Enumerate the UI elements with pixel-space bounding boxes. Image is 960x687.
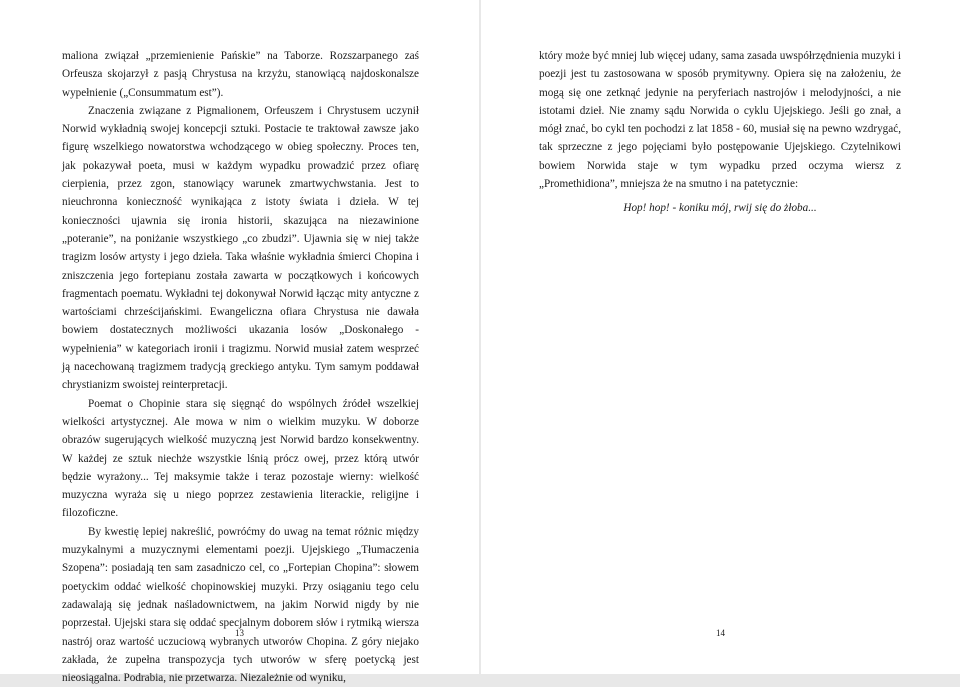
paragraph: maliona związał „przemienienie Pańskie” na Taborze. Rozszarpanego zaś Orfeusza skojarzył z pasją Chrystusa na krzyżu, stanowiącą najdoskonalsze wypełnienie („Consummatum est”). bbox=[62, 50, 419, 99]
left-text-column bbox=[62, 47, 419, 687]
poem-quote: Hop! hop! - koniku mój, rwij się do żłoba... bbox=[623, 202, 817, 215]
left-page bbox=[0, 0, 479, 685]
page-number: 14 bbox=[716, 628, 725, 638]
paragraph: Poemat o Chopinie stara się sięgnąć do wspólnych źródeł wszelkiej wielkości artystycznej. Ale mowa w nim o wielkim muzyku. W doborze obrazów sugerujących wielkość muzyczną jest Norwid bardzo konsekwentny. W każdej ze sztuk niechże wszystkie lśnią prócz owej, przez którą utwór będzie wyrażony... Tej maksymie także i teraz pozostaje wierny: wielkość muzyczna wyraża się u niego poprzez zestawienia literackie, religijne i filozoficzne. bbox=[62, 397, 419, 520]
paragraph: By kwestię lepiej nakreślić, powróćmy do uwag na temat różnic między muzykalnymi a muzycznymi elementami poezji. Ujejskiego „Tłumaczenia Szopena”: posiadają ten sam zasadniczo cel, co „Fortepian Chopina”: słowem poetyckim oddać wielkość chopinowskiej muzyki. Przy osiąganiu tego celu zadawalają się jednak naśladownictwem, na jakim Norwid nigdy by nie poprzestał. Ujejski stara się oddać specjalnym doborem słów i rytmiką wiersza nastrój oraz wartość uczuciową wybranych utworów Chopina. Z góry niejako zakłada, że zupełna transpozycja tych utworów w sferę poetycką jest nieosiągalna. Podrabia, nie przetwarza. Niezależnie od wyniku, bbox=[62, 525, 419, 685]
paragraph: który może być mniej lub więcej udany, sama zasada uwspółrzędnienia muzyki i poezji jest tu zastosowana w sposób prymitywny. Opiera się na założeniu, że mogą się one zetknąć jedynie na peryferiach nastrojów i melodyjności, a nie istotami dzieł. Nie znamy sądu Norwida o cyklu Ujejskiego. Jeśli go znał, a mógł znać, bo cykl ten pochodzi z lat 1858 - 60, musiał się na pewno wzdrygać, tak sprzeczne z jego pojęciami było postępowanie Ujejskiego. Czytelnikowi bowiem Norwida staje w tym wypadku przed oczyma wiersz z „Promethidiona”, mniejsza że na smutno i na patetycznie: bbox=[539, 50, 901, 191]
paragraph: Znaczenia związane z Pigmalionem, Orfeuszem i Chrystusem uczynił Norwid wykładnią swojej koncepcji sztuki. Postacie te traktował zawsze jako figurę wszelkiego nowatorstwa wchodzącego w obieg społeczny. Proces ten, jak pokazywał poeta, musi w każdym wypadku prowadzić przez ofiarę cierpienia, przez zgon, stanowiący warunek zmartwychwstania. Jest to nieuchronna konieczność wynikająca z istoty świata i dzieła. W tej konieczności ujawnia się ironia historii, skazująca na niezawinione „poteranie”, na poniżanie wszystkiego „co zbudzi”. Ujawnia się w niej także tragizm losów artysty i jego dzieła. Taka właśnie wykładnia śmierci Chopina i zniszczenia jego fortepianu została zawarta w początkowych i końcowych fragmentach poematu. Wykładni tej dokonywał Norwid łącząc mity antyczne z wartościami chrześcijańskimi. Ewangeliczna ofiara Chrystusa nie dawała bowiem dostatecznych możliwości ukazania losów „Doskonałego - wypełnienia” w kategoriach ironii i tragizmu. Norwid musiał zatem wesprzeć ją nacechowaną tragizmem tradycją greckiego antyku. Tym samym poddawał chrystianizm swoistej reinterpretacji. bbox=[62, 104, 419, 392]
right-page bbox=[481, 0, 960, 674]
page-number: 13 bbox=[235, 628, 244, 638]
right-text-column bbox=[539, 47, 901, 218]
